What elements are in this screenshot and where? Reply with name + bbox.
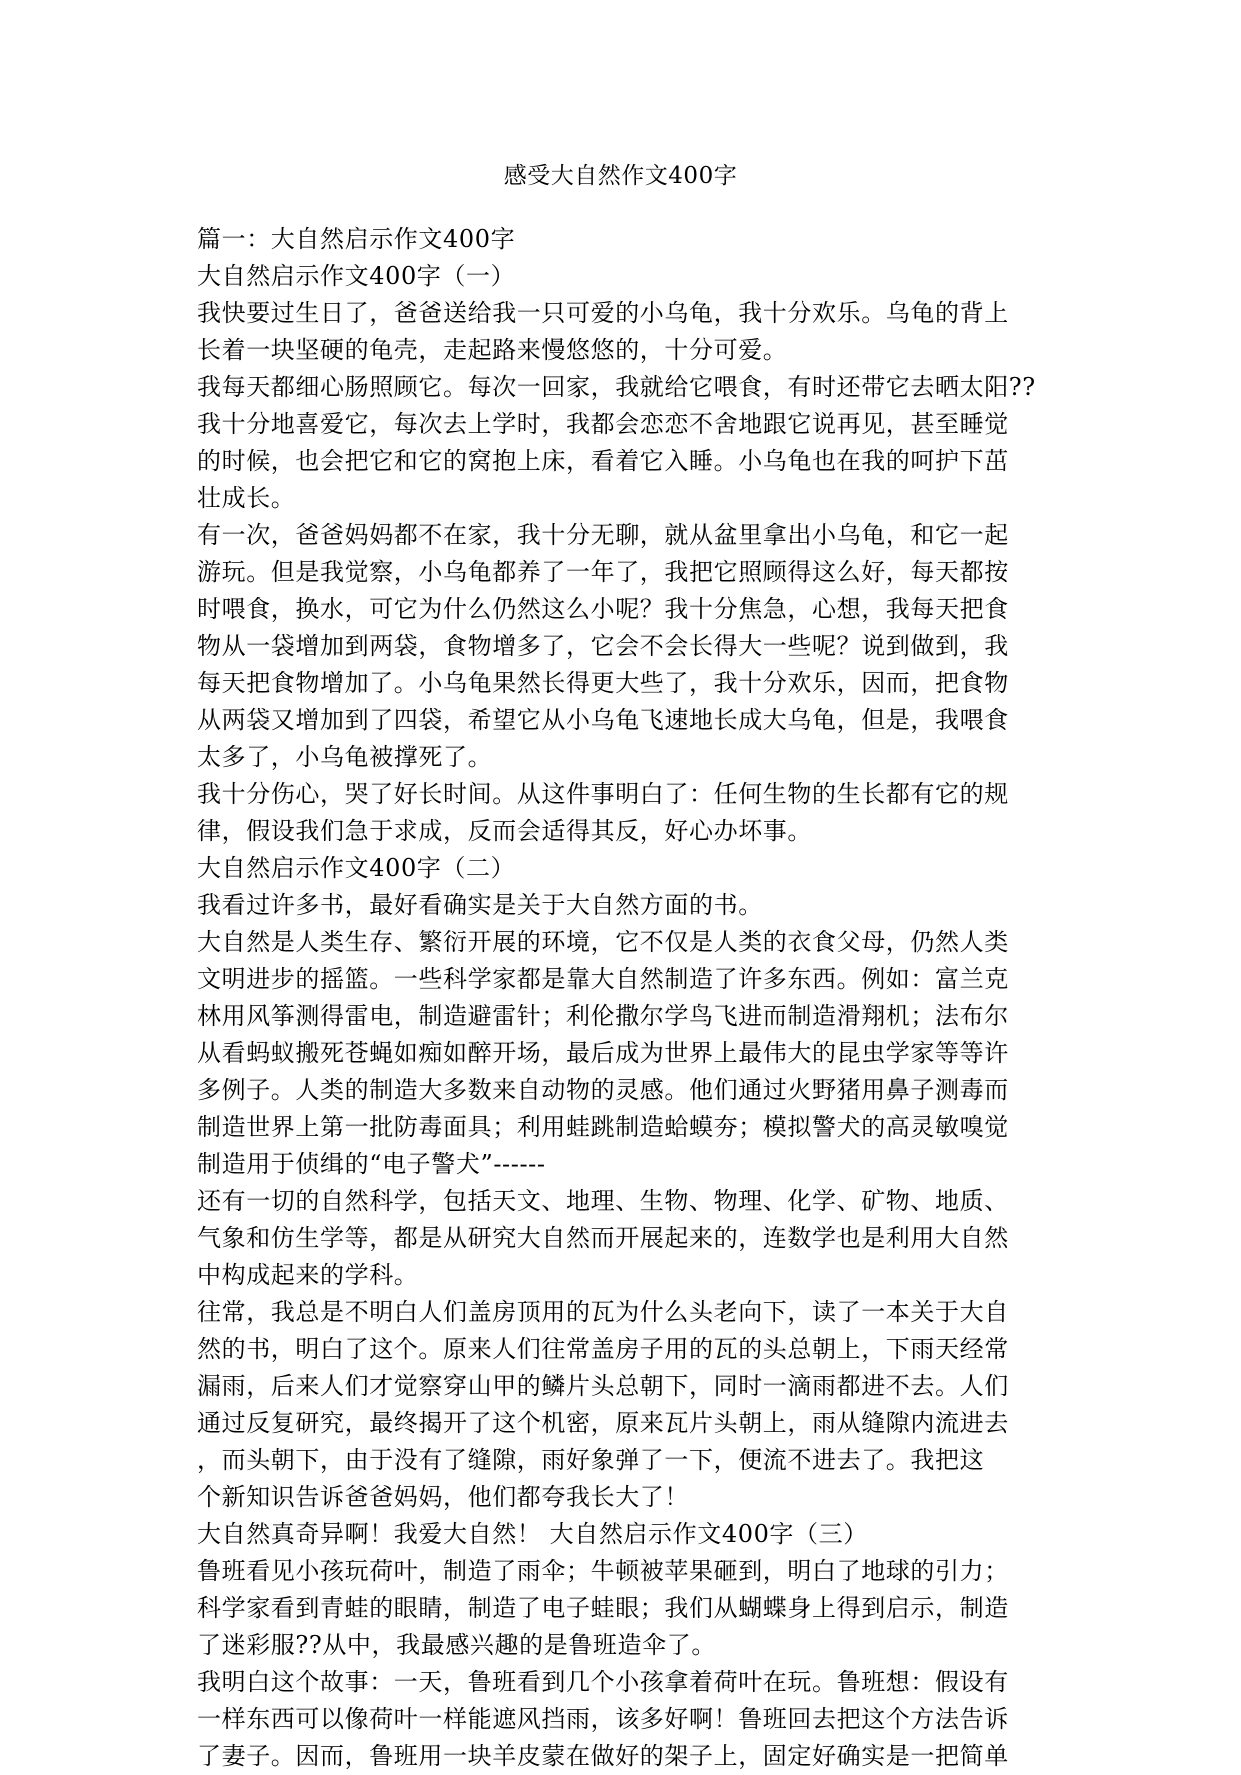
text-line: 大自然启示作文400字（一） (197, 262, 516, 290)
text-line: 气象和仿生学等，都是从研究大自然而开展起来的，连数学也是利用大自然 (197, 1224, 1009, 1252)
text-line: ，而头朝下，由于没有了缝隙，雨好象弹了一下，便流不进去了。我把这 (197, 1446, 985, 1474)
text-line: 制造世界上第一批防毒面具；利用蛙跳制造蛤蟆夯；模拟警犬的高灵敏嗅觉 (197, 1113, 1009, 1141)
text-line: 个新知识告诉爸爸妈妈，他们都夸我长大了！ (197, 1483, 689, 1511)
text-line: 中构成起来的学科。 (197, 1261, 419, 1289)
text-line: 从看蚂蚁搬死苍蝇如痴如醉开场，最后成为世界上最伟大的昆虫学家等等许 (197, 1039, 1009, 1067)
text-line: 时喂食，换水，可它为什么仍然这么小呢？我十分焦急，心想，我每天把食 (197, 595, 1009, 623)
text-line: 通过反复研究，最终揭开了这个机密，原来瓦片头朝上，雨从缝隙内流进去 (197, 1409, 1009, 1437)
text-line: 长着一块坚硬的龟壳，走起路来慢悠悠的，十分可爱。 (197, 336, 788, 364)
text-line: 物从一袋增加到两袋，食物增多了，它会不会长得大一些呢？说到做到，我 (197, 632, 1009, 660)
text-line: 每天把食物增加了。小乌龟果然长得更大些了，我十分欢乐，因而，把食物 (197, 669, 1009, 697)
text-line: 往常，我总是不明白人们盖房顶用的瓦为什么头老向下，读了一本关于大自 (197, 1298, 1009, 1326)
text-line: 大自然是人类生存、繁衍开展的环境，它不仅是人类的衣食父母，仍然人类 (197, 928, 1009, 956)
text-line: 篇一：大自然启示作文400字 (197, 225, 516, 253)
text-line: 大自然真奇异啊！我爱大自然！ 大自然启示作文400字（三） (197, 1520, 868, 1548)
text-line: 游玩。但是我觉察，小乌龟都养了一年了，我把它照顾得这么好，每天都按 (197, 558, 1009, 586)
text-line: 了迷彩服??从中，我最感兴趣的是鲁班造伞了。 (197, 1631, 716, 1659)
text-line: 鲁班看见小孩玩荷叶，制造了雨伞；牛顿被苹果砸到，明白了地球的引力； (197, 1557, 1009, 1585)
text-line: 太多了，小乌龟被撑死了。 (197, 743, 493, 771)
text-line: 壮成长。 (197, 484, 296, 512)
document-body (197, 221, 1057, 1775)
text-line: 有一次，爸爸妈妈都不在家，我十分无聊，就从盆里拿出小乌龟，和它一起 (197, 521, 1009, 549)
text-line: 我明白这个故事：一天，鲁班看到几个小孩拿着荷叶在玩。鲁班想：假设有 (197, 1668, 1009, 1696)
text-line: 一样东西可以像荷叶一样能遮风挡雨，该多好啊！鲁班回去把这个方法告诉 (197, 1705, 1009, 1733)
text-line: 了妻子。因而，鲁班用一块羊皮蒙在做好的架子上，固定好确实是一把简单 (197, 1742, 1009, 1770)
document-title: 感受大自然作文400字 (503, 163, 738, 189)
text-line: 我十分伤心，哭了好长时间。从这件事明白了：任何生物的生长都有它的规 (197, 780, 1009, 808)
text-line: 文明进步的摇篮。一些科学家都是靠大自然制造了许多东西。例如：富兰克 (197, 965, 1009, 993)
text-line: 科学家看到青蛙的眼睛，制造了电子蛙眼；我们从蝴蝶身上得到启示，制造 (197, 1594, 1009, 1622)
text-line: 我每天都细心肠照顾它。每次一回家，我就给它喂食，有时还带它去晒太阳?? (197, 373, 1036, 401)
text-line: 制造用于侦缉的“电子警犬”------ (197, 1150, 546, 1178)
text-line: 然的书，明白了这个。原来人们往常盖房子用的瓦的头总朝上，下雨天经常 (197, 1335, 1009, 1363)
text-line: 律，假设我们急于求成，反而会适得其反，好心办坏事。 (197, 817, 812, 845)
text-line: 我看过许多书，最好看确实是关于大自然方面的书。 (197, 891, 763, 919)
text-line: 大自然启示作文400字（二） (197, 854, 516, 882)
text-line: 还有一切的自然科学，包括天文、地理、生物、物理、化学、矿物、地质、 (197, 1187, 1009, 1215)
text-line: 多例子。人类的制造大多数来自动物的灵感。他们通过火野猪用鼻子测毒而 (197, 1076, 1009, 1104)
text-line: 林用风筝测得雷电，制造避雷针；利伦撒尔学鸟飞进而制造滑翔机；法布尔 (197, 1002, 1009, 1030)
text-line: 我十分地喜爱它，每次去上学时，我都会恋恋不舍地跟它说再见，甚至睡觉 (197, 410, 1009, 438)
text-line: 从两袋又增加到了四袋，希望它从小乌龟飞速地长成大乌龟，但是，我喂食 (197, 706, 1009, 734)
text-line: 我快要过生日了，爸爸送给我一只可爱的小乌龟，我十分欢乐。乌龟的背上 (197, 299, 1009, 327)
text-line: 的时候，也会把它和它的窝抱上床，看着它入睡。小乌龟也在我的呵护下茁 (197, 447, 1009, 475)
text-line: 漏雨，后来人们才觉察穿山甲的鳞片头总朝下，同时一滴雨都进不去。人们 (197, 1372, 1009, 1400)
